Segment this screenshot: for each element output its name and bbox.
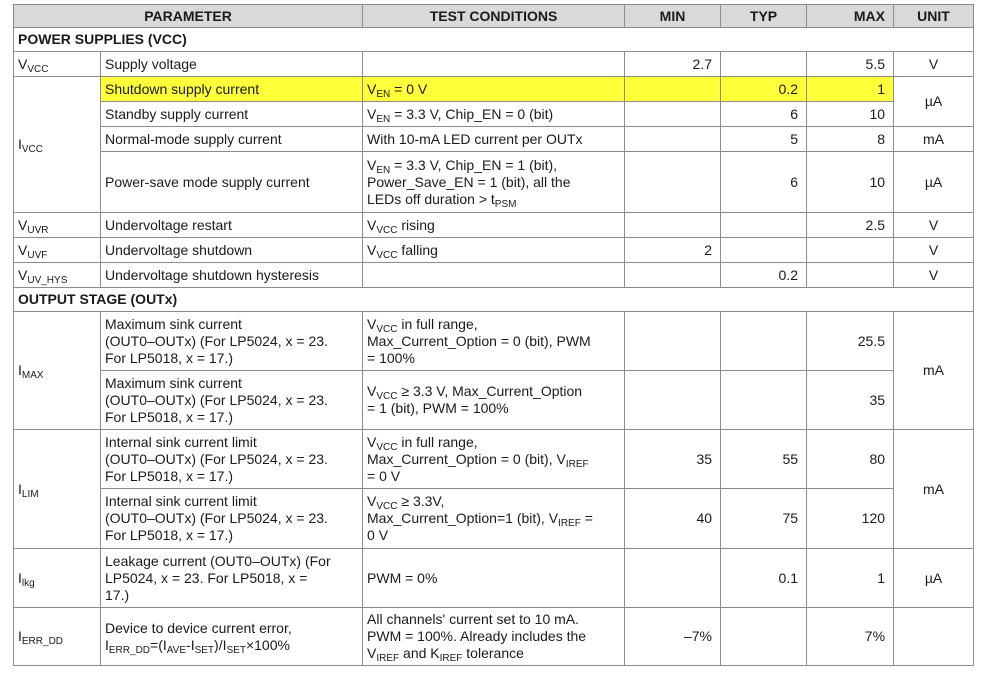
symbol-cell: $I_{MAX}$	[14, 312, 101, 430]
max-cell: 10	[807, 152, 894, 213]
table-row	[14, 549, 974, 608]
typ-cell: 75	[721, 489, 807, 549]
typ-cell	[721, 312, 807, 371]
unit-cell: V	[894, 213, 974, 238]
cond-cell: $V_{EN} = 3.3$ V, Chip_EN = 1 (bit), Power_Save_EN = 1 (bit), all the LEDs off duration > $t_{PSM}$	[363, 152, 625, 213]
min-cell: 2.7	[625, 52, 721, 77]
cond-cell	[363, 52, 625, 77]
table-row	[14, 127, 974, 152]
max-cell: 7%	[807, 608, 894, 666]
cond-cell: $V_{EN} = 0$ V	[363, 77, 625, 102]
min-cell	[625, 77, 721, 102]
table-row	[14, 489, 974, 549]
min-cell	[625, 549, 721, 608]
unit-cell: mA	[894, 430, 974, 549]
cond-cell	[363, 263, 625, 288]
unit-cell: V	[894, 263, 974, 288]
unit-cell: V	[894, 238, 974, 263]
min-cell: 40	[625, 489, 721, 549]
param-cell: Device to device current error, $I_{ERR\_DD}=(I_{AVE}-I_{SET})/I_{SET}\times 100\%$	[101, 608, 363, 666]
symbol-cell: $V_{UV\_HYS}$	[14, 263, 101, 288]
symbol-cell: $V_{VCC}$	[14, 52, 101, 77]
param-cell: Maximum sink current (OUT0–OUTx) (For LP5024, x = 23. For LP5018, x = 17.)	[101, 312, 363, 371]
header-row	[14, 5, 974, 28]
header-unit: UNIT	[894, 5, 974, 28]
param-cell: Internal sink current limit (OUT0–OUTx) (For LP5024, x = 23. For LP5018, x = 17.)	[101, 430, 363, 489]
cond-cell: $V_{VCC}$ in full range, Max_Current_Option = 0 (bit), PWM = 100%	[363, 312, 625, 371]
unit-cell: mA	[894, 127, 974, 152]
min-cell	[625, 371, 721, 430]
min-cell: 2	[625, 238, 721, 263]
section-row	[14, 28, 974, 52]
cond-cell: $V_{VCC}$ falling	[363, 238, 625, 263]
unit-cell: µA	[894, 152, 974, 213]
max-cell	[807, 263, 894, 288]
typ-cell	[721, 371, 807, 430]
max-cell: 120	[807, 489, 894, 549]
min-cell: –7%	[625, 608, 721, 666]
table-row	[14, 263, 974, 288]
cond-cell: $V_{EN} = 3.3$ V, Chip_EN = 0 (bit)	[363, 102, 625, 127]
table-row	[14, 52, 974, 77]
table-row	[14, 238, 974, 263]
min-cell	[625, 312, 721, 371]
param-cell: Undervoltage shutdown hysteresis	[101, 263, 363, 288]
param-cell: Undervoltage restart	[101, 213, 363, 238]
cond-cell: With 10-mA LED current per OUTx	[363, 127, 625, 152]
symbol-cell: $V_{UVR}$	[14, 213, 101, 238]
min-cell	[625, 152, 721, 213]
symbol-cell: $V_{UVF}$	[14, 238, 101, 263]
param-cell: Standby supply current	[101, 102, 363, 127]
table-row	[14, 608, 974, 666]
unit-cell	[894, 608, 974, 666]
header-max: MAX	[807, 5, 894, 28]
typ-cell	[721, 52, 807, 77]
cond-cell: $V_{VCC}$ in full range, Max_Current_Option = 0 (bit), $V_{IREF}$ = 0 V	[363, 430, 625, 489]
cond-cell: $V_{VCC}$ rising	[363, 213, 625, 238]
unit-cell: mA	[894, 312, 974, 430]
max-cell: 1	[807, 77, 894, 102]
header-typ: TYP	[721, 5, 807, 28]
param-cell: Power-save mode supply current	[101, 152, 363, 213]
min-cell	[625, 263, 721, 288]
table-row	[14, 430, 974, 489]
max-cell: 2.5	[807, 213, 894, 238]
max-cell: 10	[807, 102, 894, 127]
param-cell: Normal-mode supply current	[101, 127, 363, 152]
min-cell: 35	[625, 430, 721, 489]
header-test-conditions: TEST CONDITIONS	[363, 5, 625, 28]
symbol-cell: $I_{LIM}$	[14, 430, 101, 549]
unit-cell: µA	[894, 77, 974, 127]
typ-cell: 0.2	[721, 77, 807, 102]
typ-cell	[721, 238, 807, 263]
table-row	[14, 77, 974, 102]
typ-cell: 0.1	[721, 549, 807, 608]
param-cell: Leakage current (OUT0–OUTx) (For LP5024, x = 23. For LP5018, x = 17.)	[101, 549, 363, 608]
min-cell	[625, 213, 721, 238]
max-cell: 8	[807, 127, 894, 152]
typ-cell: 0.2	[721, 263, 807, 288]
section-title-power: POWER SUPPLIES (VCC)	[14, 28, 974, 52]
symbol-cell: $I_{ERR\_DD}$	[14, 608, 101, 666]
header-min: MIN	[625, 5, 721, 28]
typ-cell: 6	[721, 152, 807, 213]
max-cell: 80	[807, 430, 894, 489]
table-row	[14, 312, 974, 371]
unit-cell: V	[894, 52, 974, 77]
typ-cell: 55	[721, 430, 807, 489]
unit-cell: µA	[894, 549, 974, 608]
symbol-cell: $I_{VCC}$	[14, 77, 101, 213]
max-cell: 1	[807, 549, 894, 608]
typ-cell: 6	[721, 102, 807, 127]
table-row	[14, 213, 974, 238]
typ-cell: 5	[721, 127, 807, 152]
table-row	[14, 371, 974, 430]
param-cell: Undervoltage shutdown	[101, 238, 363, 263]
max-cell: 25.5	[807, 312, 894, 371]
max-cell	[807, 238, 894, 263]
cond-cell: PWM = 0%	[363, 549, 625, 608]
typ-cell	[721, 213, 807, 238]
electrical-characteristics-table	[13, 4, 974, 666]
min-cell	[625, 102, 721, 127]
header-parameter: PARAMETER	[14, 5, 363, 28]
section-row	[14, 288, 974, 312]
param-cell: Supply voltage	[101, 52, 363, 77]
param-cell: Maximum sink current (OUT0–OUTx) (For LP5024, x = 23. For LP5018, x = 17.)	[101, 371, 363, 430]
typ-cell	[721, 608, 807, 666]
table-row	[14, 102, 974, 127]
table-row	[14, 152, 974, 213]
symbol-cell: $I_{lkg}$	[14, 549, 101, 608]
min-cell	[625, 127, 721, 152]
cond-cell: All channels' current set to 10 mA. PWM = 100%. Already includes the $V_{IREF}$ and $K_{IREF}$ tolerance	[363, 608, 625, 666]
param-cell: Internal sink current limit (OUT0–OUTx) (For LP5024, x = 23. For LP5018, x = 17.)	[101, 489, 363, 549]
section-title-output: OUTPUT STAGE (OUTx)	[14, 288, 974, 312]
param-cell: Shutdown supply current	[101, 77, 363, 102]
max-cell: 35	[807, 371, 894, 430]
cond-cell: $V_{VCC} \ge 3.3V$, Max_Current_Option=1 (bit), $V_{IREF}$ = 0 V	[363, 489, 625, 549]
cond-cell: $V_{VCC} \ge 3.3$ V, Max_Current_Option = 1 (bit), PWM = 100%	[363, 371, 625, 430]
max-cell: 5.5	[807, 52, 894, 77]
